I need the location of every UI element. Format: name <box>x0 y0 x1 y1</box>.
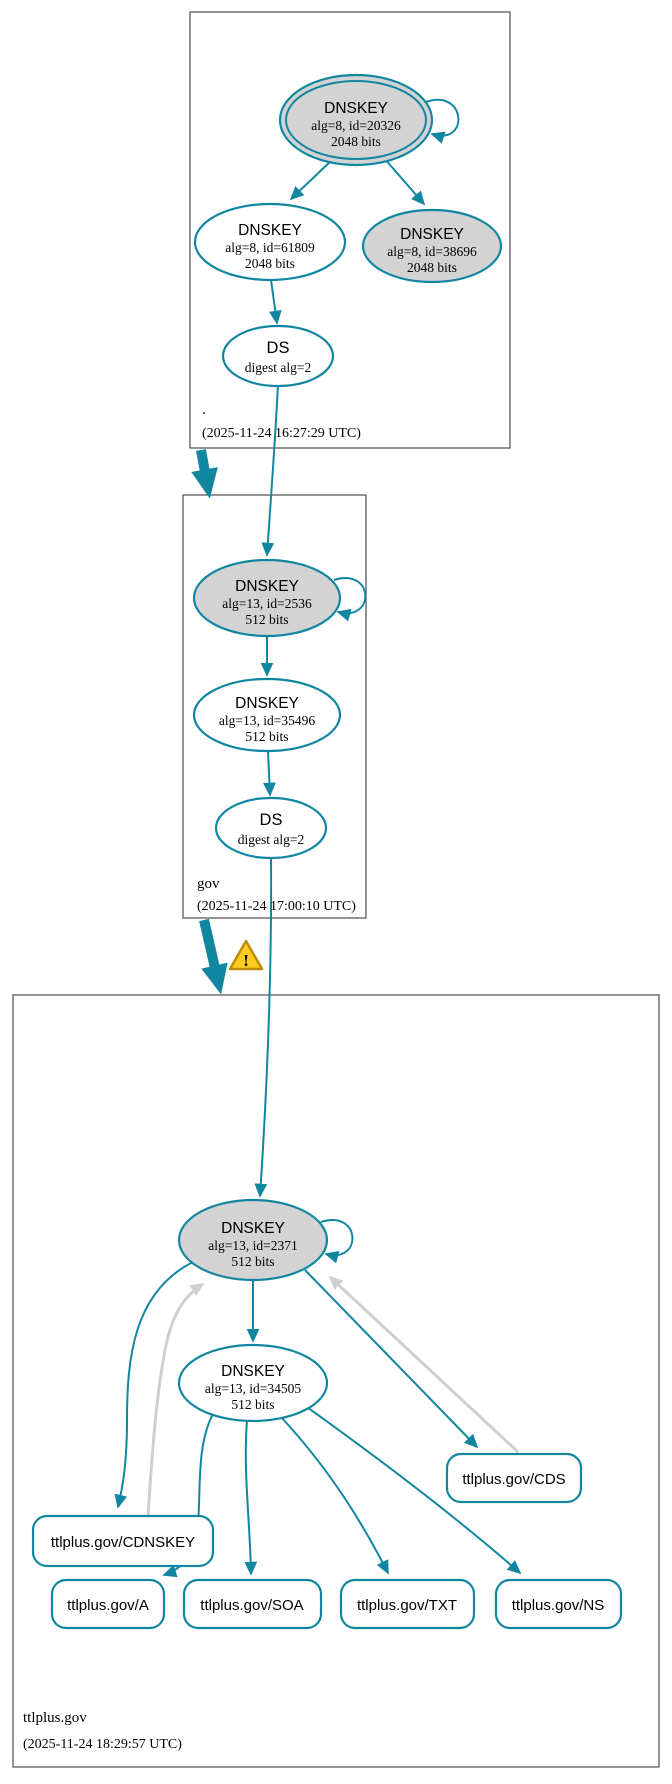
zone-label-root: . <box>202 402 206 418</box>
node-title: DNSKEY <box>221 1363 285 1380</box>
node-title: DNSKEY <box>324 100 388 117</box>
node-detail: alg=13, id=35496 <box>218 713 316 728</box>
node-dnskey-61809[interactable] <box>195 204 345 280</box>
node-detail: 512 bits <box>245 729 289 744</box>
node-detail: alg=8, id=61809 <box>225 240 315 255</box>
node-dnskey-38696[interactable] <box>363 210 501 282</box>
node-rrset-ns[interactable] <box>496 1580 621 1628</box>
node-title: DNSKEY <box>235 695 299 712</box>
rrset-label: ttlplus.gov/NS <box>511 1597 605 1614</box>
node-title: DNSKEY <box>221 1220 285 1237</box>
node-detail: 512 bits <box>231 1397 275 1412</box>
node-detail: alg=13, id=2371 <box>208 1238 298 1253</box>
rrset-label: ttlplus.gov/CDS <box>462 1471 566 1488</box>
node-title: DS <box>259 811 283 829</box>
node-detail: 2048 bits <box>245 256 295 271</box>
node-detail: digest alg=2 <box>237 832 305 847</box>
node-rrset-txt[interactable] <box>341 1580 474 1628</box>
zone-box-ttlplus-gov <box>13 995 659 1767</box>
node-ds-root[interactable] <box>223 326 333 386</box>
delegation-arrow-root-to-gov <box>201 450 205 472</box>
node-rrset-a[interactable] <box>52 1580 164 1628</box>
node-title: DNSKEY <box>235 578 299 595</box>
node-detail: 512 bits <box>231 1254 275 1269</box>
zone-timestamp-ttlplus-gov: (2025-11-24 18:29:57 UTC) <box>23 1737 182 1752</box>
rrset-label: ttlplus.gov/A <box>67 1597 149 1614</box>
node-detail: alg=13, id=34505 <box>204 1381 302 1396</box>
node-title: DS <box>266 339 290 357</box>
node-detail: 512 bits <box>245 612 289 627</box>
rrset-label: ttlplus.gov/TXT <box>356 1597 458 1614</box>
node-detail: alg=8, id=38696 <box>387 244 477 259</box>
zone-label-ttlplus-gov: ttlplus.gov <box>23 1710 87 1726</box>
delegation-arrow-gov-to-ttlplus <box>204 920 215 968</box>
node-detail: alg=13, id=2536 <box>222 596 312 611</box>
node-detail: 2048 bits <box>331 134 381 149</box>
node-rrset-soa[interactable] <box>184 1580 321 1628</box>
node-ds-gov[interactable] <box>216 798 326 858</box>
node-title: DNSKEY <box>238 222 302 239</box>
zone-label-gov: gov <box>197 876 220 892</box>
zone-timestamp-gov: (2025-11-24 17:00:10 UTC) <box>197 899 356 914</box>
warning-glyph: ! <box>242 952 250 970</box>
node-detail: 2048 bits <box>407 260 457 275</box>
node-dnskey-34505[interactable] <box>179 1345 327 1421</box>
node-title: DNSKEY <box>400 226 464 243</box>
rrset-label: ttlplus.gov/SOA <box>200 1597 304 1614</box>
node-rrset-cdnskey[interactable] <box>33 1516 213 1566</box>
node-dnskey-35496[interactable] <box>194 679 340 751</box>
warning-icon[interactable] <box>230 941 262 970</box>
node-rrset-cds[interactable] <box>447 1454 581 1502</box>
rrset-label: ttlplus.gov/CDNSKEY <box>50 1534 196 1551</box>
node-detail: digest alg=2 <box>244 360 312 375</box>
zone-timestamp-root: (2025-11-24 16:27:29 UTC) <box>202 426 361 441</box>
node-detail: alg=8, id=20326 <box>311 118 401 133</box>
